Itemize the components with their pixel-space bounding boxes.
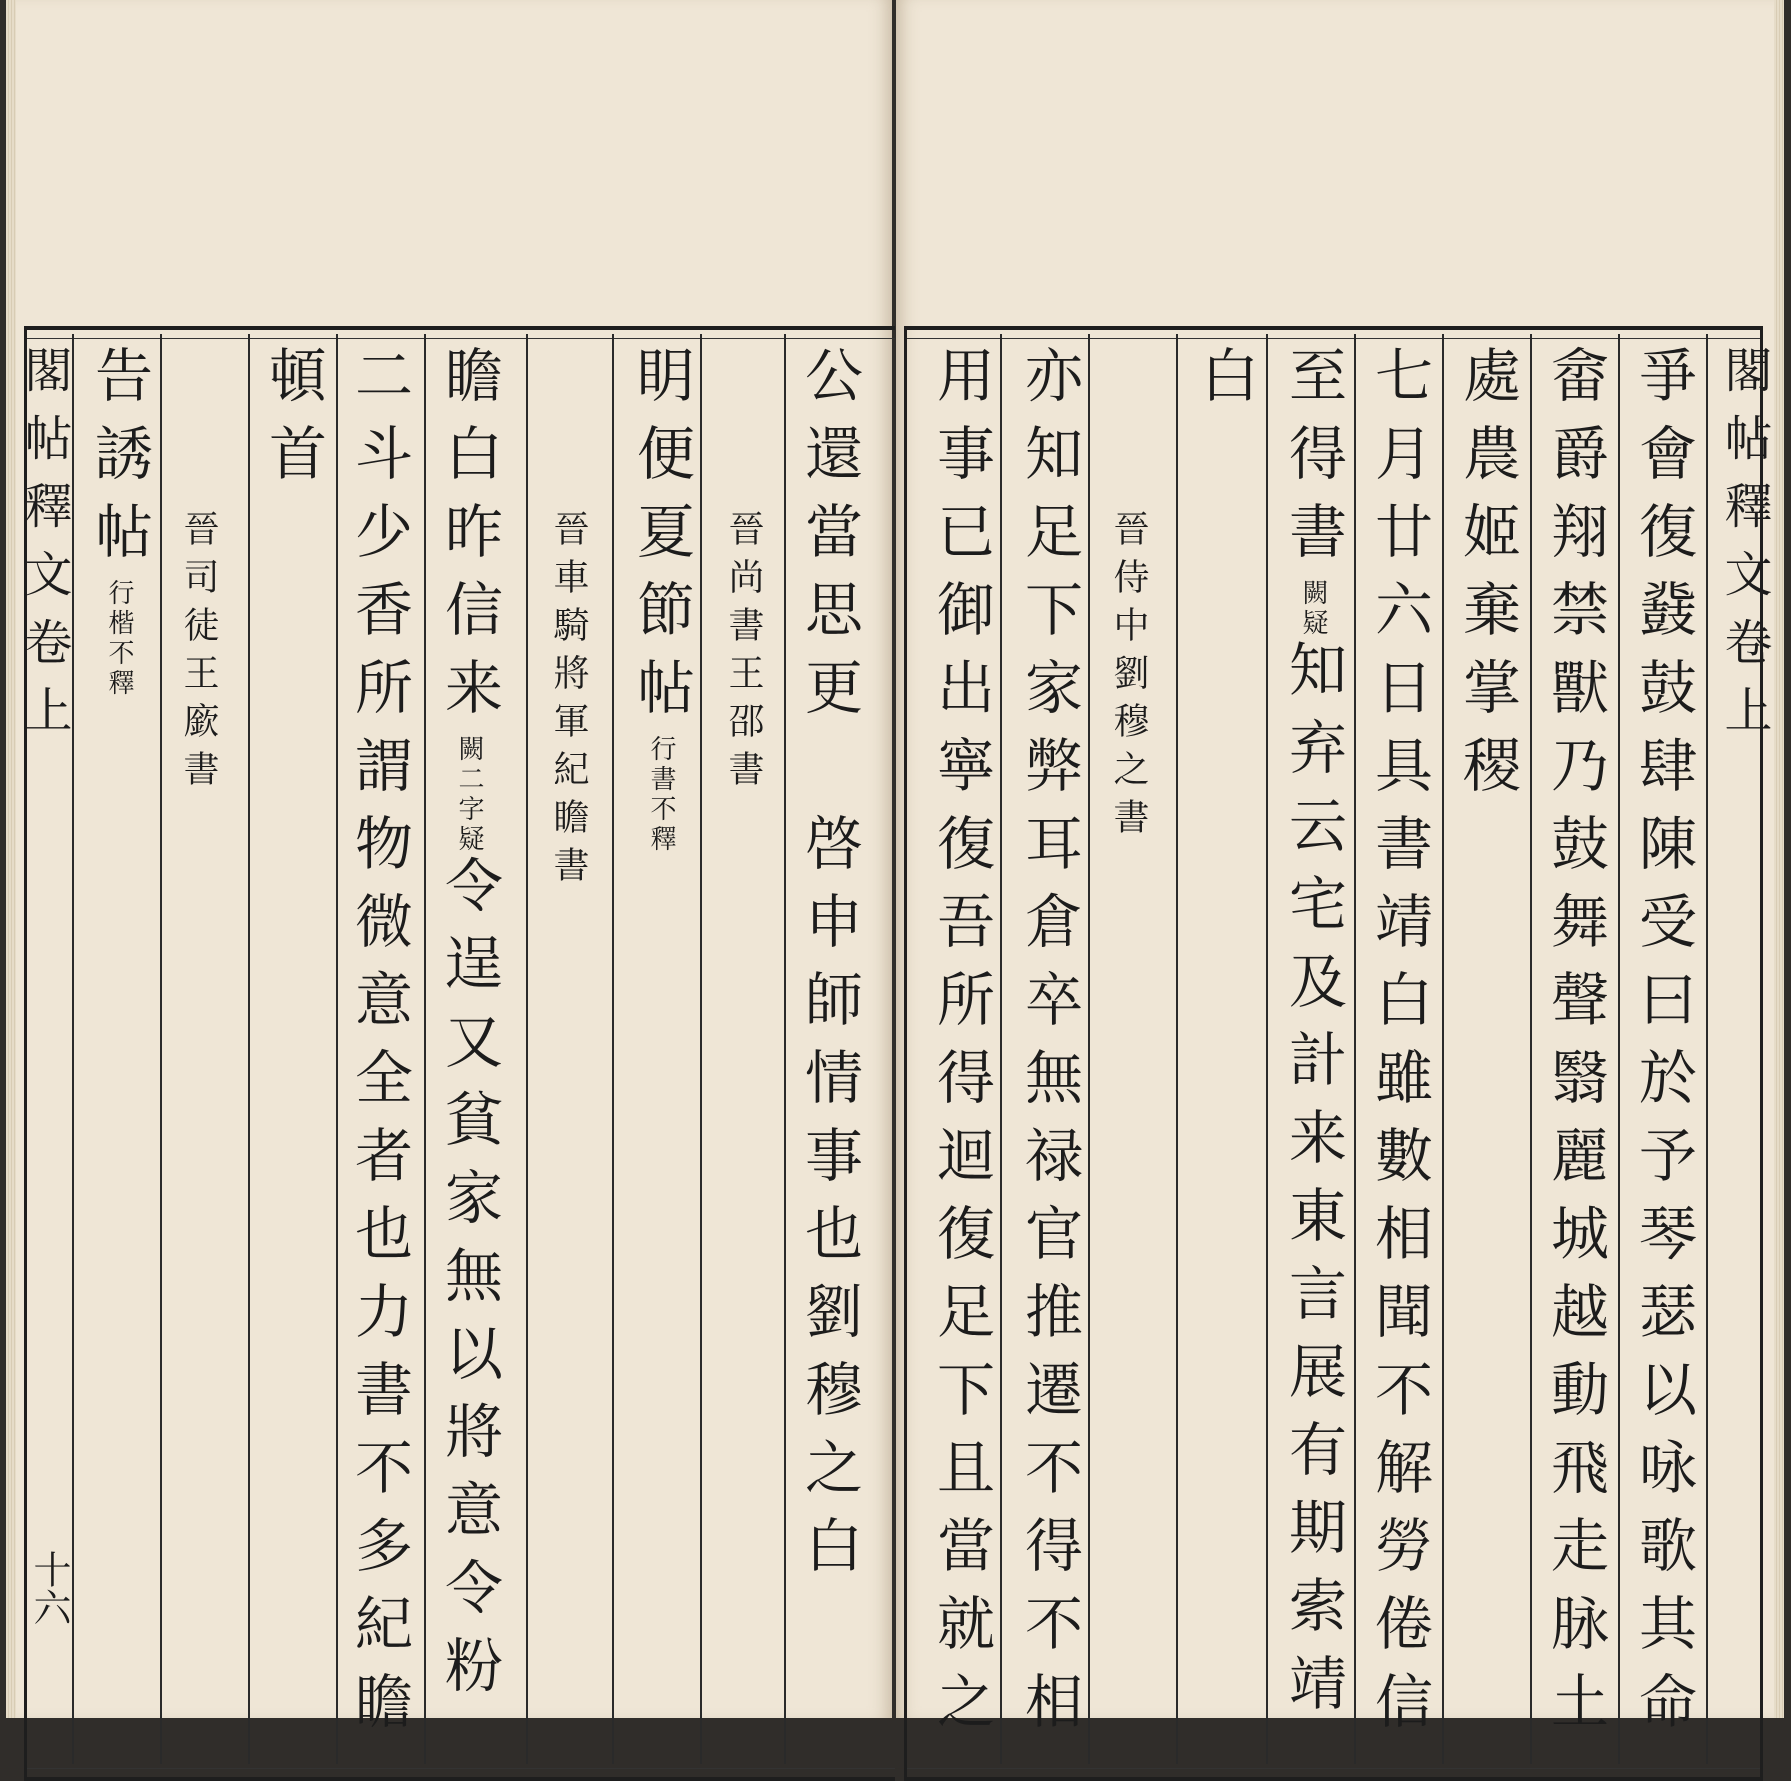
column-rule [1000,334,1002,1764]
text-column: 至得書闕疑知弃云宅及計来東言展有期索靖 [1279,345,1347,1731]
text-column: 七月廿六日具書靖白雖數相聞不解勞倦信 [1365,345,1433,1749]
column-rule [700,334,702,1764]
author-line: 晉車騎將軍紀瞻書 [548,510,589,894]
text-column: 瞻白昨信来闕二字疑令逞又貧家無以將意令粉 [435,345,503,1713]
column-rule [612,334,614,1764]
margin-title-right: 閣帖釋文卷上 [1716,345,1772,753]
column-rule [1088,334,1090,1764]
column-rule [526,334,528,1764]
text-column: 用事已御出寧復吾所得迴復足下且當就之 [927,345,995,1749]
text-column: 告誘帖行楷不釋 [85,345,153,699]
author-line: 晉司徒王廞書 [178,510,219,798]
column-rule [1530,334,1532,1764]
text-column: 亦知足下家弊耳倉卒無禄官推遷不得不相 [1015,345,1083,1749]
text-column: 公還當思更 啓申師情事也劉穆之白 [795,345,863,1593]
text-column: 畲爵翔禁獸乃鼓舞聲翳麗城越動飛走脉土 [1541,345,1609,1749]
author-line: 晉侍中劉穆之書 [1108,510,1149,846]
text-column: 頓首 [259,345,327,501]
column-rule [160,334,162,1764]
column-rule [784,334,786,1764]
column-rule [1442,334,1444,1764]
book-edge-right [1774,0,1784,1718]
column-rule [1176,334,1178,1764]
column-rule [1706,334,1708,1764]
column-rule [1618,334,1620,1764]
text-column: 處農姬棄掌稷 [1453,345,1521,813]
column-rule [1266,334,1268,1764]
text-column: 眀便夏節帖行書不釋 [627,345,695,855]
column-rule [336,334,338,1764]
book-edge-left [6,0,16,1718]
text-column: 爭會復鼗鼓肆陳受曰於予琴瑟以咏歌其命 [1629,345,1697,1749]
text-column: 白 [1191,345,1259,423]
column-rule [248,334,250,1764]
text-column: 二斗少香所謂物微意全者也力書不多紀瞻 [345,345,413,1749]
folio-number: 十六 [27,1550,71,1626]
column-rule [424,334,426,1764]
column-rule [1354,334,1356,1764]
margin-title-left: 閣帖釋文卷上 [16,345,72,753]
author-line: 晉尚書王邵書 [723,510,764,798]
